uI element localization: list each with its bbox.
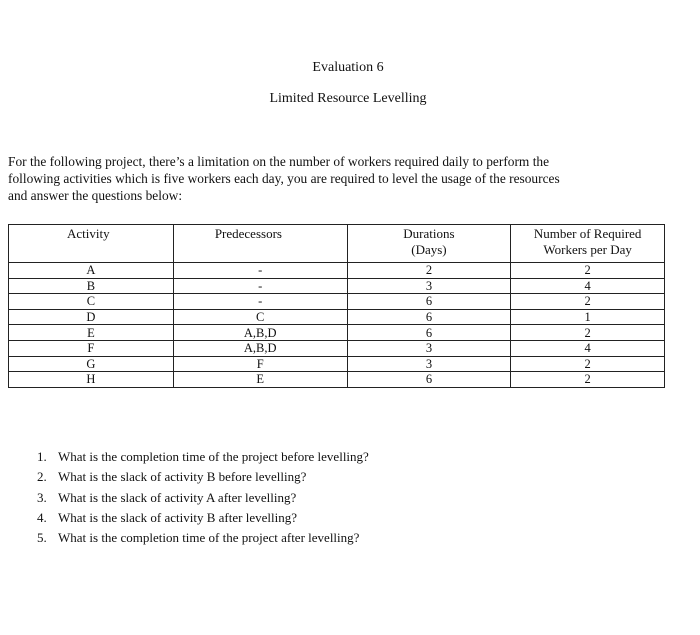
table-row xyxy=(9,278,665,294)
cell-workers: 2 xyxy=(511,294,665,310)
cell-predecessors: C xyxy=(173,309,347,325)
activity-table xyxy=(8,224,665,388)
cell-activity: G xyxy=(9,356,174,372)
cell-predecessors: E xyxy=(173,372,347,388)
question-item xyxy=(37,488,369,508)
question-item xyxy=(37,528,369,548)
question-item xyxy=(37,508,369,528)
table-header-row xyxy=(9,225,665,263)
question-text: What is the completion time of the project before levelling? xyxy=(58,449,369,464)
intro-line: following activities which is five workers each day, you are required to level the usage of the resources xyxy=(8,171,560,186)
header-predecessors: Predecessors xyxy=(173,225,347,263)
cell-duration: 6 xyxy=(347,372,511,388)
header-durations-line1: Durations xyxy=(403,226,455,241)
question-number: 3. xyxy=(37,489,47,505)
cell-workers: 2 xyxy=(511,356,665,372)
cell-activity: B xyxy=(9,278,174,294)
cell-duration: 6 xyxy=(347,294,511,310)
question-number: 1. xyxy=(37,449,47,464)
intro-line: and answer the questions below: xyxy=(8,188,183,203)
cell-duration: 2 xyxy=(347,263,511,279)
question-number: 4. xyxy=(37,509,47,525)
cell-workers: 2 xyxy=(511,263,665,279)
table-row xyxy=(9,356,665,372)
header-activity: Activity xyxy=(9,225,174,263)
cell-duration: 3 xyxy=(347,278,511,294)
cell-workers: 4 xyxy=(511,278,665,294)
cell-activity: A xyxy=(9,263,174,279)
question-text: What is the slack of activity B after levelling? xyxy=(58,509,297,525)
cell-predecessors: F xyxy=(173,356,347,372)
cell-workers: 1 xyxy=(511,309,665,325)
header-workers-line2: Workers per Day xyxy=(543,242,632,257)
cell-predecessors: - xyxy=(173,294,347,310)
question-item xyxy=(37,447,369,467)
page-title: Evaluation 6 xyxy=(312,60,384,75)
cell-duration: 3 xyxy=(347,356,511,372)
header-workers-line1: Number of Required xyxy=(533,226,642,241)
cell-workers: 2 xyxy=(511,372,665,388)
table-row xyxy=(9,372,665,388)
table-row xyxy=(9,325,665,341)
cell-duration: 6 xyxy=(347,309,511,325)
table-row xyxy=(9,294,665,310)
page-subtitle: Limited Resource Levelling xyxy=(269,91,427,106)
cell-workers: 2 xyxy=(511,325,665,341)
cell-activity: D xyxy=(9,309,174,325)
intro-paragraph xyxy=(8,153,698,204)
question-number: 2. xyxy=(37,469,47,485)
cell-predecessors: A,B,D xyxy=(173,340,347,356)
cell-activity: E xyxy=(9,325,174,341)
cell-activity: H xyxy=(9,372,174,388)
cell-activity: C xyxy=(9,294,174,310)
question-text: What is the completion time of the project after levelling? xyxy=(58,530,360,546)
question-item xyxy=(37,467,369,487)
cell-duration: 6 xyxy=(347,325,511,341)
header-workers xyxy=(511,225,665,263)
cell-duration: 3 xyxy=(347,340,511,356)
question-number: 5. xyxy=(37,530,47,546)
cell-activity: F xyxy=(9,340,174,356)
question-text: What is the slack of activity B before levelling? xyxy=(58,469,307,485)
table-row xyxy=(9,263,665,279)
cell-predecessors: - xyxy=(173,263,347,279)
questions-list xyxy=(37,447,369,548)
cell-predecessors: - xyxy=(173,278,347,294)
question-text: What is the slack of activity A after levelling? xyxy=(58,489,297,505)
table-row xyxy=(9,340,665,356)
intro-line: For the following project, there’s a limitation on the number of workers required daily to perform the xyxy=(8,154,550,169)
cell-predecessors: A,B,D xyxy=(173,325,347,341)
header-durations-line2: (Days) xyxy=(411,242,447,257)
cell-workers: 4 xyxy=(511,340,665,356)
header-durations xyxy=(347,225,511,263)
table-row xyxy=(9,309,665,325)
